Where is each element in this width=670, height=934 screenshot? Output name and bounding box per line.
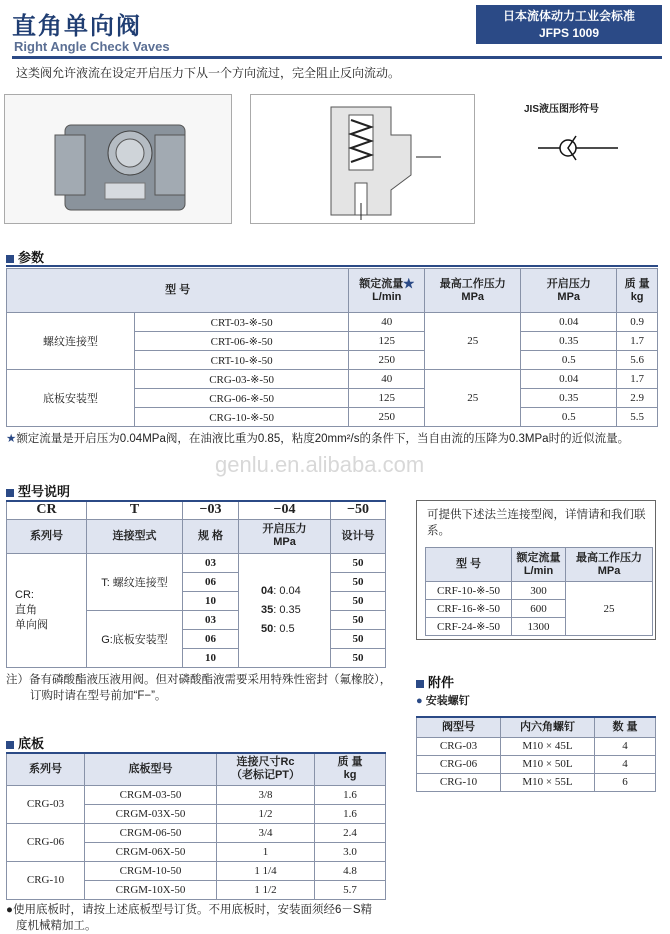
params-header-flow	[349, 269, 425, 313]
table-row	[417, 755, 656, 773]
table-cell: 50	[331, 610, 386, 629]
table-row	[7, 370, 658, 389]
standard-badge	[476, 5, 662, 44]
text: 最高工作压力	[439, 277, 506, 290]
table-cell: 03	[183, 553, 239, 572]
table-cell: CRG-10-※-50	[135, 408, 349, 427]
table-cell: G:底板安装型	[87, 610, 183, 667]
table-header-cell	[217, 753, 315, 785]
table-cell: CRG-06-※-50	[135, 389, 349, 408]
table-cell: 25	[425, 370, 521, 427]
table-row	[417, 717, 656, 737]
table-row	[7, 519, 386, 553]
text: 注）备有磷酸酯液压液用阀。但对磷酸酯液需要采用特殊性密封（氟橡胶），	[6, 674, 392, 686]
table-cell: CRGM-03-50	[85, 785, 217, 804]
table-cell: CRGM-06X-50	[85, 842, 217, 861]
table-cell: CRGM-10-50	[85, 861, 217, 880]
table-cell: 1.6	[315, 804, 386, 823]
text: 度机械精加工。	[16, 920, 97, 932]
table-cell: 1.7	[617, 370, 658, 389]
table-row	[7, 753, 386, 785]
table-row	[417, 737, 656, 755]
table-cell: CRG-03	[417, 737, 501, 755]
params-header-model: 型 号	[7, 269, 349, 313]
table-cell: 50	[331, 648, 386, 667]
table-row	[426, 548, 653, 582]
table-cell: CRG-03-※-50	[135, 370, 349, 389]
accessory-table	[416, 716, 656, 792]
params-header-crack	[521, 269, 617, 313]
table-cell: 03	[183, 610, 239, 629]
text: MPa	[461, 290, 485, 303]
table-cell: CRGM-03X-50	[85, 804, 217, 823]
table-cell: 10	[183, 591, 239, 610]
table-header-cell: 系列号	[7, 753, 85, 785]
table-header-cell: 数 量	[595, 717, 656, 737]
check-valve-symbol-icon	[538, 128, 618, 168]
watermark: genlu.en.alibaba.com	[215, 452, 425, 477]
table-cell: −04	[239, 501, 331, 519]
params-divider	[6, 265, 658, 267]
accessory-section-title	[416, 672, 454, 691]
table-cell: CRG-06	[7, 823, 85, 861]
text: 额定流量是开启压为0.04MPa阀，在油液比重为0.85，粘度20mm²/s的条件下，当自由流的压降为0.3MPa时的近似流量。	[16, 433, 630, 445]
table-header-cell: 系列号	[7, 519, 87, 553]
table-cell: 0.5	[521, 408, 617, 427]
table-cell: CRT-10-※-50	[135, 351, 349, 370]
table-header-cell: 设计号	[331, 519, 386, 553]
table-cell: T	[87, 501, 183, 519]
table-cell: 50	[331, 572, 386, 591]
params-note	[6, 431, 661, 447]
text: L/min	[372, 290, 402, 303]
table-cell: 40	[349, 370, 425, 389]
text: 单向阀	[15, 618, 48, 631]
table-cell: 40	[349, 313, 425, 332]
subplate-section-title	[6, 733, 44, 752]
table-row	[426, 582, 653, 600]
table-row	[7, 313, 658, 332]
table-cell: 5.7	[315, 880, 386, 899]
text: 04	[261, 584, 274, 597]
table-cell: CR	[7, 501, 87, 519]
table-cell: 1.7	[617, 332, 658, 351]
table-cell: 0.35	[521, 332, 617, 351]
text: 最高工作压力	[576, 551, 642, 564]
table-cell: 6	[595, 773, 656, 791]
page-title: 直角单向阀	[12, 13, 142, 40]
text: CR:	[15, 588, 34, 601]
table-cell: 0.04	[521, 370, 617, 389]
table-cell: 1 1/4	[217, 861, 315, 880]
table-row	[7, 269, 658, 313]
table-cell: 10	[183, 648, 239, 667]
table-cell: 3.0	[315, 842, 386, 861]
table-cell: 1/2	[217, 804, 315, 823]
table-header-cell: 连接型式	[87, 519, 183, 553]
text: 35	[261, 603, 274, 616]
text: 连接尺寸Rc	[236, 756, 295, 769]
table-row	[7, 785, 386, 804]
table-cell: CRG-10	[417, 773, 501, 791]
text: 型号说明	[18, 484, 71, 499]
table-cell: 5.5	[617, 408, 658, 427]
text: ●	[416, 695, 423, 707]
text: ★	[6, 433, 17, 445]
group-name: 螺纹连接型	[7, 313, 135, 370]
text: 附件	[428, 675, 455, 690]
table-cell: CRF-16-※-50	[426, 600, 512, 618]
table-cell: T: 螺纹连接型	[87, 553, 183, 610]
intro-text: 这类阀允许液流在设定开启压力下从一个方向流过，完全阻止反向流动。	[16, 66, 401, 80]
table-row	[7, 553, 386, 572]
text: （老标记PT）	[230, 769, 301, 782]
text: L/min	[523, 564, 554, 577]
text: kg	[630, 290, 644, 303]
pressure-code-cell	[239, 553, 331, 667]
text: MPa	[597, 564, 621, 577]
table-cell: 06	[183, 572, 239, 591]
text: 质 量	[337, 756, 363, 769]
cross-section-illustration	[251, 95, 476, 225]
table-header-cell	[239, 519, 331, 553]
table-cell: 1 1/2	[217, 880, 315, 899]
table-cell: CRGM-06-50	[85, 823, 217, 842]
params-section-title	[6, 247, 44, 266]
table-row	[7, 861, 386, 880]
page-subtitle: Right Angle Check Vaves	[14, 39, 170, 54]
table-cell: CRGM-10X-50	[85, 880, 217, 899]
section-square-icon	[6, 255, 14, 263]
flange-table	[425, 547, 653, 636]
table-cell: 300	[512, 582, 566, 600]
table-cell: 600	[512, 600, 566, 618]
table-cell: 5.6	[617, 351, 658, 370]
table-cell: 3/4	[217, 823, 315, 842]
text: 额定流量	[516, 551, 561, 564]
section-square-icon	[6, 741, 14, 749]
table-cell: 25	[425, 313, 521, 370]
table-cell: 25	[566, 582, 653, 636]
table-header-cell: 型 号	[426, 548, 512, 582]
model-note	[6, 672, 406, 704]
standard-line1: 日本流体动力工业会标准	[502, 9, 635, 23]
text: ●使用底板时，请按上述底板型号订货。不用底板时，安装面须经6－S精	[6, 904, 373, 916]
table-cell: M10 × 55L	[501, 773, 595, 791]
text: 50	[261, 622, 274, 635]
table-cell: CRG-10	[7, 861, 85, 899]
text: : 0.5	[273, 622, 295, 635]
text: 底板	[18, 736, 45, 751]
table-cell: 1.6	[315, 785, 386, 804]
text: : 0.35	[273, 603, 301, 616]
table-row	[7, 501, 386, 519]
table-header-cell	[512, 548, 566, 582]
table-cell: 4	[595, 737, 656, 755]
flange-box	[416, 500, 656, 640]
table-cell: CRG-03	[7, 785, 85, 823]
table-header-cell: 阀型号	[417, 717, 501, 737]
symbol-label: JIS液压图形符号	[524, 104, 600, 115]
text: 订购时请在型号前加“F−”。	[30, 690, 167, 702]
table-cell: −03	[183, 501, 239, 519]
product-photo	[4, 94, 232, 224]
table-header-cell: 底板型号	[85, 753, 217, 785]
table-cell: 3/8	[217, 785, 315, 804]
table-cell: 250	[349, 408, 425, 427]
table-cell: CRT-03-※-50	[135, 313, 349, 332]
params-header-mass	[617, 269, 658, 313]
table-cell: 1300	[512, 618, 566, 636]
model-section-title	[6, 481, 70, 500]
text: 参数	[18, 250, 45, 265]
table-cell: 125	[349, 332, 425, 351]
model-code-table	[6, 500, 386, 668]
accessory-subtitle	[416, 692, 470, 708]
group-name: 底板安装型	[7, 370, 135, 427]
table-cell: 2.9	[617, 389, 658, 408]
text: : 0.04	[273, 584, 301, 597]
table-cell: 4.8	[315, 861, 386, 880]
table-cell: 250	[349, 351, 425, 370]
text: kg	[343, 769, 357, 782]
table-cell: 50	[331, 553, 386, 572]
text: 开启压力	[262, 523, 307, 535]
header-divider	[12, 56, 662, 59]
table-header-cell: 内六角螺钉	[501, 717, 595, 737]
text: 直角	[15, 603, 37, 616]
table-cell: M10 × 45L	[501, 737, 595, 755]
standard-line2: JFPS 1009	[538, 26, 600, 40]
text: 开启压力	[546, 277, 591, 290]
table-cell: CRF-10-※-50	[426, 582, 512, 600]
table-header-cell	[315, 753, 386, 785]
table-cell: CRT-06-※-50	[135, 332, 349, 351]
series-cell	[7, 553, 87, 667]
table-cell: CRF-24-※-50	[426, 618, 512, 636]
params-header-pressure	[425, 269, 521, 313]
text: MPa	[557, 290, 581, 303]
table-cell: 125	[349, 389, 425, 408]
text: 质 量	[624, 277, 650, 290]
table-row	[417, 773, 656, 791]
table-cell: 1	[217, 842, 315, 861]
flange-text: 可提供下述法兰连接型阀，详情请和我们联系。	[427, 509, 646, 537]
text: 安装螺钉	[425, 695, 470, 707]
table-header-cell: 规 格	[183, 519, 239, 553]
section-square-icon	[416, 680, 424, 688]
table-row	[7, 823, 386, 842]
table-cell: 4	[595, 755, 656, 773]
table-cell: 06	[183, 629, 239, 648]
text: MPa	[273, 536, 296, 548]
table-cell: 0.04	[521, 313, 617, 332]
cross-section-drawing	[250, 94, 475, 224]
table-cell: 2.4	[315, 823, 386, 842]
section-square-icon	[6, 489, 14, 497]
params-table	[6, 268, 658, 427]
table-header-cell	[566, 548, 653, 582]
table-cell: M10 × 50L	[501, 755, 595, 773]
table-cell: 0.9	[617, 313, 658, 332]
text: 额定流量	[359, 277, 404, 290]
text: ★	[403, 277, 415, 290]
table-cell: 50	[331, 629, 386, 648]
table-cell: 0.5	[521, 351, 617, 370]
subplate-table	[6, 752, 386, 900]
valve-photo-illustration	[5, 95, 233, 225]
table-cell: 0.35	[521, 389, 617, 408]
table-cell: 50	[331, 591, 386, 610]
subplate-note	[6, 902, 406, 934]
table-cell: CRG-06	[417, 755, 501, 773]
table-cell: −50	[331, 501, 386, 519]
